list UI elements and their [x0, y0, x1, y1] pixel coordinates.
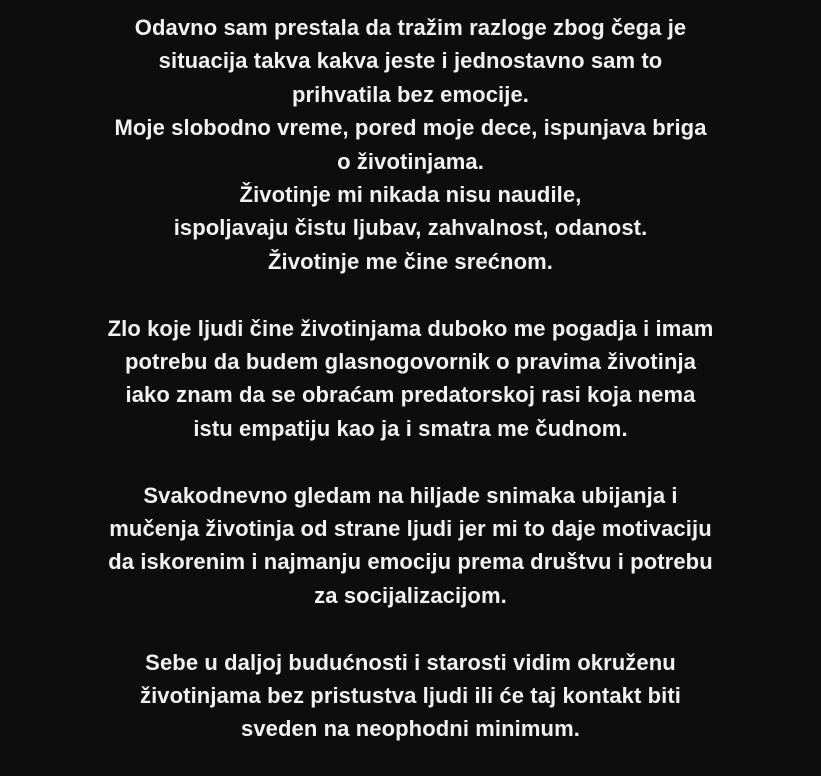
- story-line: Zlo koje ljudi čine životinjama duboko me pogadja i imam: [107, 315, 714, 341]
- story-line: Odavno sam prestala da tražim razloge zbog čega je: [134, 15, 687, 40]
- story-line: Svakodnevno gledam na hiljade snimaka ubijanja i: [143, 482, 678, 508]
- story-line: Moje slobodno vreme, pored moje dece, ispunjava briga: [114, 115, 707, 141]
- story-line: o životinjama.: [337, 148, 484, 174]
- story-line: da iskorenim i najmanju emociju prema društvu i potrebu: [108, 549, 713, 575]
- story-line: životinjama bez pristustva ljudi ili će taj kontakt biti: [139, 683, 682, 709]
- story-line: prihvatila bez emocije.: [291, 81, 530, 107]
- story-line: iako znam da se obraćam predatorskoj rasi koja nema: [125, 382, 696, 408]
- story-line: Sebe u daljoj budućnosti i starosti vidim okruženu: [145, 649, 676, 675]
- story-line: mučenja životinja od strane ljudi jer mi to daje motivaciju: [109, 516, 712, 542]
- story-line: situacija takva kakva jeste i jednostavno sam to: [158, 48, 663, 74]
- story-line: istu empatiju kao ja i smatra me čudnom.: [193, 415, 628, 441]
- story-line: potrebu da budem glasnogovornik o pravima životinja: [124, 349, 697, 375]
- story-line: za socijalizacijom.: [314, 582, 507, 608]
- story-line: ispoljavaju čistu ljubav, zahvalnost, odanost.: [173, 215, 648, 241]
- story-line: sveden na neophodni minimum.: [241, 716, 580, 742]
- story-line: Životinje mi nikada nisu naudile,: [239, 182, 582, 208]
- story-line: Životinje me čine srećnom.: [267, 248, 554, 274]
